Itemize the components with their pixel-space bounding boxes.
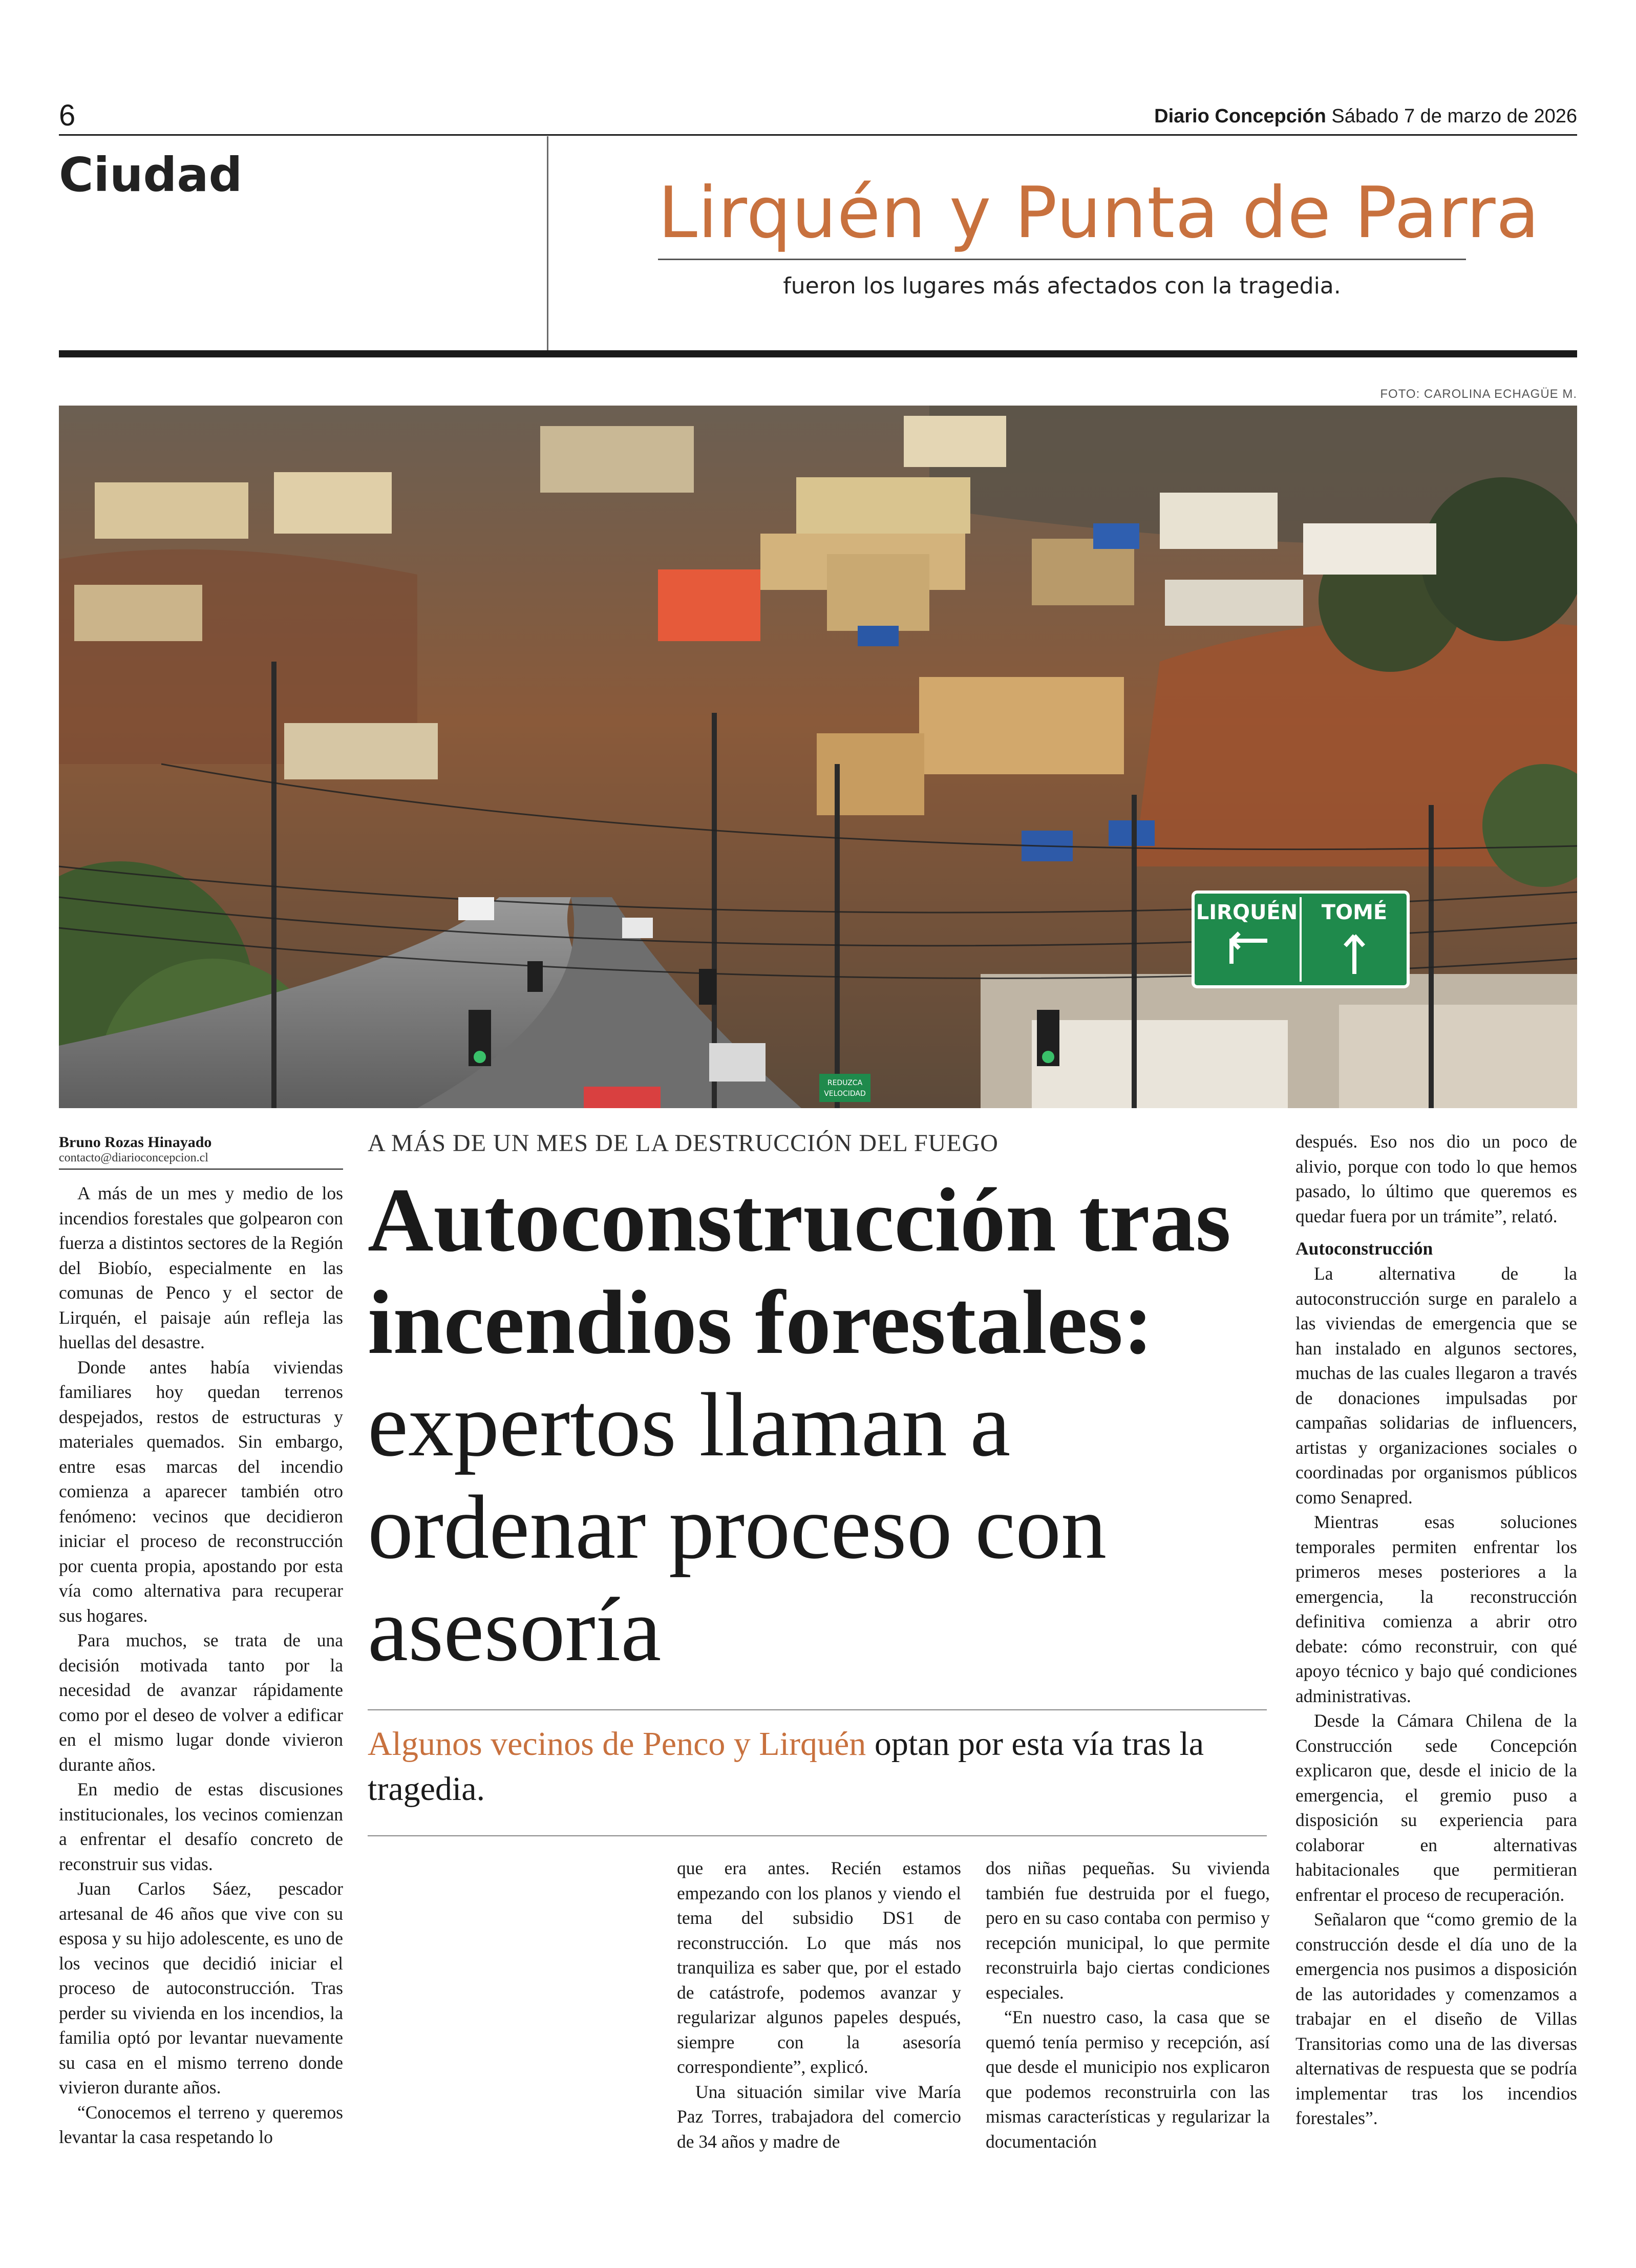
article-column-1 [59,1181,343,2150]
headline [368,1169,1294,1681]
kicker-subtitle: fueron los lugares más afectados con la tragedia. [783,273,1341,299]
paragraph: dos niñas pequeñas. Su vivienda también fue destruida por el fuego, pero en su caso contaba con permiso y recepción municipal, lo que permite reconstruirla bajo ciertas condiciones especiales. [986,1858,1270,2003]
top-rule [59,134,1577,136]
newspaper-name: Diario Concepción [1154,105,1326,127]
speed-sign-line-1: REDUZCA [827,1079,863,1087]
subhead-highlight: Algunos vecinos de Penco y Lirquén [368,1725,866,1763]
headline-bold: Autoconstrucción tras incendios forestales: [368,1169,1231,1373]
masthead-date [1154,105,1577,128]
lead-photo [59,406,1577,1108]
article-column-4 [986,1856,1270,2154]
section-name: Ciudad [59,147,243,202]
byline-rule [59,1169,343,1170]
paragraph: En medio de estas discusiones institucionales, los vecinos comienzan a enfrentar el desafío concreto de reconstruir sus vidas. [59,1779,343,1874]
issue-date: Sábado 7 de marzo de 2026 [1331,105,1577,127]
headline-regular: expertos llaman a ordenar proceso con asesoría [368,1374,1107,1680]
photo-credit: FOTO: CAROLINA ECHAGÜE M. [1380,387,1577,401]
subhead-rule [368,1835,1267,1836]
paragraph: Para muchos, se trata de una decisión motivada tanto por la necesidad de avanzar rápidamente como por el deseo de volver a edificar en el mismo lugar donde vivieron durante años. [59,1630,343,1775]
heavy-rule [59,350,1577,357]
article-column-5 [1295,1129,1577,2131]
paragraph: A más de un mes y medio de los incendios forestales que golpearon con fuerza a distintos sectores de la Región del Biobío, especialmente en las comunas de Penco y el sector de Lirquén, el paisaje aún refleja las huellas del desastre. [59,1183,343,1352]
paragraph: “Conocemos el terreno y queremos levantar la casa respetando lo [59,2102,343,2147]
paragraph: La alternativa de la autoconstrucción surge en paralelo a las viviendas de emergencia que se han instalado en algunos sectores, muchas de las cuales llegaron a través de donaciones impulsadas por campañas solidarias de influencers, artistas y organizaciones sociales o coordinadas por organismos públicos como Senapred. [1295,1263,1577,1508]
byline-email: contacto@diarioconcepcion.cl [59,1151,208,1164]
paragraph: “En nuestro caso, la casa que se quemó tenía permiso y recepción, así que desde el municipio nos explicaron que podemos reconstruirla con las mismas características y regularizar la documentación [986,2007,1270,2152]
headline-rule [368,1709,1267,1710]
paragraph: Desde la Cámara Chilena de la Construcción sede Concepción explicaron que, desde el inicio de la emergencia, el gremio puso a disposición su experiencia para colaborar en alternativas habitacionales que permitieran enfrentar el proceso de recuperación. [1295,1710,1577,1905]
paragraph: Donde antes había viviendas familiares hoy quedan terrenos despejados, restos de estructuras y materiales quemados. Sin embargo, entre esas marcas del incendio comienza a aparecer también otro fenómeno: vecinos que decidieron iniciar el proceso de reconstrucción por cuenta propia, apostando por esta vía como alternativa para recuperar sus hogares. [59,1356,343,1626]
speed-sign [819,1074,870,1102]
kicker-rule [658,259,1466,260]
sign-left-text: LIRQUÉN [1196,901,1298,924]
kicker-title: Lirquén y Punta de Parra [658,172,1540,254]
page-number: 6 [59,99,76,132]
byline-name: Bruno Rozas Hinayado [59,1134,212,1151]
sign-right-text: TOMÉ [1321,901,1388,924]
paragraph: Mientras esas soluciones temporales permiten enfrentar los primeros meses posteriores a la emergencia, la reconstrucción definitiva comienza a abrir otro debate: cómo reconstruir, con qué apoyo técnico y bajo qué condiciones administrativas. [1295,1512,1577,1706]
article-column-3 [677,1856,961,2154]
subhead-rest: optan por esta vía tras la tragedia. [368,1725,1204,1808]
paragraph: Señalaron que “como gremio de la construcción desde el día uno de la emergencia nos pusimos a disposición de las autoridades y comenzamos a trabajar en el diseño de Villas Transitorias como una de las diversas alternativas de respuesta que se podría implementar tras los incendios forestales”. [1295,1909,1577,2128]
epigraph: A MÁS DE UN MES DE LA DESTRUCCIÓN DEL FUEGO [368,1130,998,1157]
header-divider [547,136,548,350]
paragraph: Una situación similar vive María Paz Torres, trabajadora del comercio de 34 años y madre de [677,2081,961,2152]
speed-sign-line-2: VELOCIDAD [824,1090,866,1098]
section-subheading: Autoconstrucción [1295,1238,1433,1259]
paragraph: después. Eso nos dio un poco de alivio, porque con todo lo que hemos pasado, lo último que queremos es quedar fuera por un trámite”, relató. [1295,1131,1577,1226]
paragraph: Juan Carlos Sáez, pescador artesanal de 46 años que vive con su esposa y su hijo adolescente, es uno de los vecinos que decidió iniciar el proceso de autoconstrucción. Tras perder su vivienda en los incendios, la familia optó por levantar nuevamente su casa en el mismo terreno donde vivieron durante años. [59,1878,343,2097]
subhead [368,1722,1269,1812]
paragraph: que era antes. Recién estamos empezando con los planos y viendo el tema del subsidio DS1 de reconstrucción. Lo que más nos tranquiliza es saber que, por el estado de catástrofe, podemos avanzar y regularizar algunos papeles después, siempre con la asesoría correspondiente”, explicó. [677,1858,961,2077]
direction-sign [1193,892,1408,987]
